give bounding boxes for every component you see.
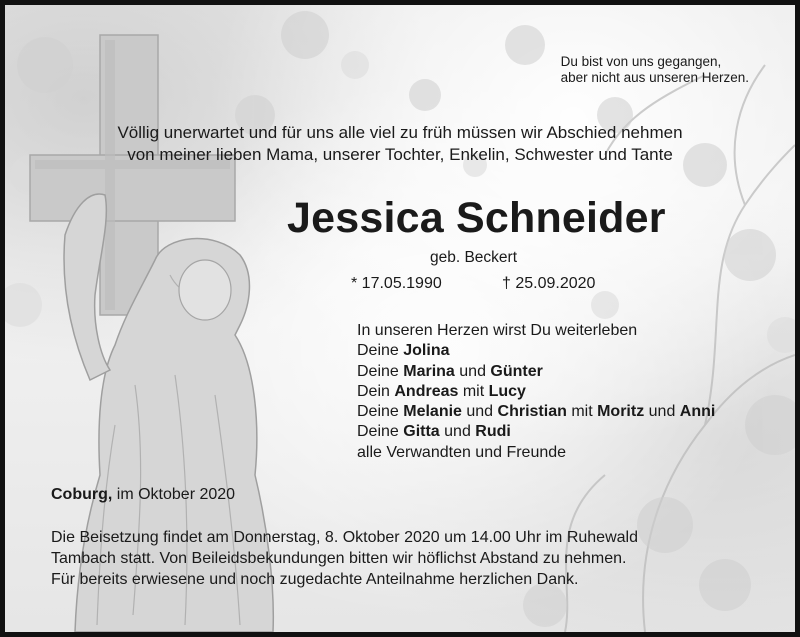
mourner-line (357, 422, 715, 442)
mourner-text: und (454, 362, 491, 380)
funeral-line: Tambach statt. Von Beileidsbekundungen bitten wir höflichst Abstand zu nehmen. (51, 550, 627, 567)
mourner-name: Rudi (475, 423, 511, 441)
place-and-date (51, 486, 235, 504)
mourner-name: Günter (490, 362, 543, 380)
motto-line: aber nicht aus unseren Herzen. (560, 70, 749, 85)
intro-line: Völlig unerwartet und für uns alle viel zu früh müssen wir Abschied nehmen (117, 123, 683, 142)
birth-date: * 17.05.1990 (351, 275, 442, 292)
intro-line: von meiner lieben Mama, unserer Tochter, Enkelin, Schwester und Tante (127, 145, 673, 164)
motto-line: Du bist von uns gegangen, (560, 54, 722, 69)
mourner-name: Christian (497, 403, 567, 421)
mourner-name: Marina (403, 362, 455, 380)
motto-verse (561, 54, 749, 86)
mourner-text: mit (566, 403, 598, 421)
mourner-name: Gitta (403, 423, 440, 441)
funeral-line: Für bereits erwiesene und noch zugedachte Anteilnahme herzlichen Dank. (51, 571, 579, 588)
funeral-line: Die Beisetzung findet am Donnerstag, 8. Oktober 2020 um 14.00 Uhr im Ruhewald (51, 529, 638, 546)
funeral-notice (51, 527, 638, 590)
mourner-text: Deine (357, 403, 404, 421)
mourner-line (357, 382, 715, 402)
mourner-name: Moritz (597, 403, 645, 421)
mourners-closing: alle Verwandten und Freunde (357, 443, 567, 461)
intro-text (5, 122, 795, 166)
mourner-line (357, 341, 715, 361)
place-city: Coburg, (51, 486, 113, 503)
mourner-text: Deine (357, 423, 404, 441)
mourner-text: Deine (357, 362, 404, 380)
mourner-name: Anni (679, 403, 716, 421)
mourner-text: Dein (357, 382, 395, 400)
mourner-name: Lucy (488, 382, 526, 400)
mourner-text: und (439, 423, 476, 441)
place-date: im Oktober 2020 (112, 486, 236, 503)
mourner-name: Jolina (403, 342, 450, 360)
mourner-text: und (461, 403, 498, 421)
death-date: † 25.09.2020 (502, 275, 596, 292)
mourner-text: Deine (357, 342, 404, 360)
mourner-name: Andreas (394, 382, 459, 400)
mourners-heading: In unseren Herzen wirst Du weiterleben (357, 322, 638, 339)
mourner-text: mit (458, 382, 489, 400)
deceased-name: Jessica Schneider (287, 194, 666, 242)
mourner-text: und (644, 403, 680, 421)
mourner-line (357, 402, 715, 422)
mourner-name: Melanie (403, 403, 462, 421)
mourners-list (357, 321, 715, 463)
mourner-line (357, 362, 715, 382)
birth-name: geb. Beckert (430, 249, 518, 266)
